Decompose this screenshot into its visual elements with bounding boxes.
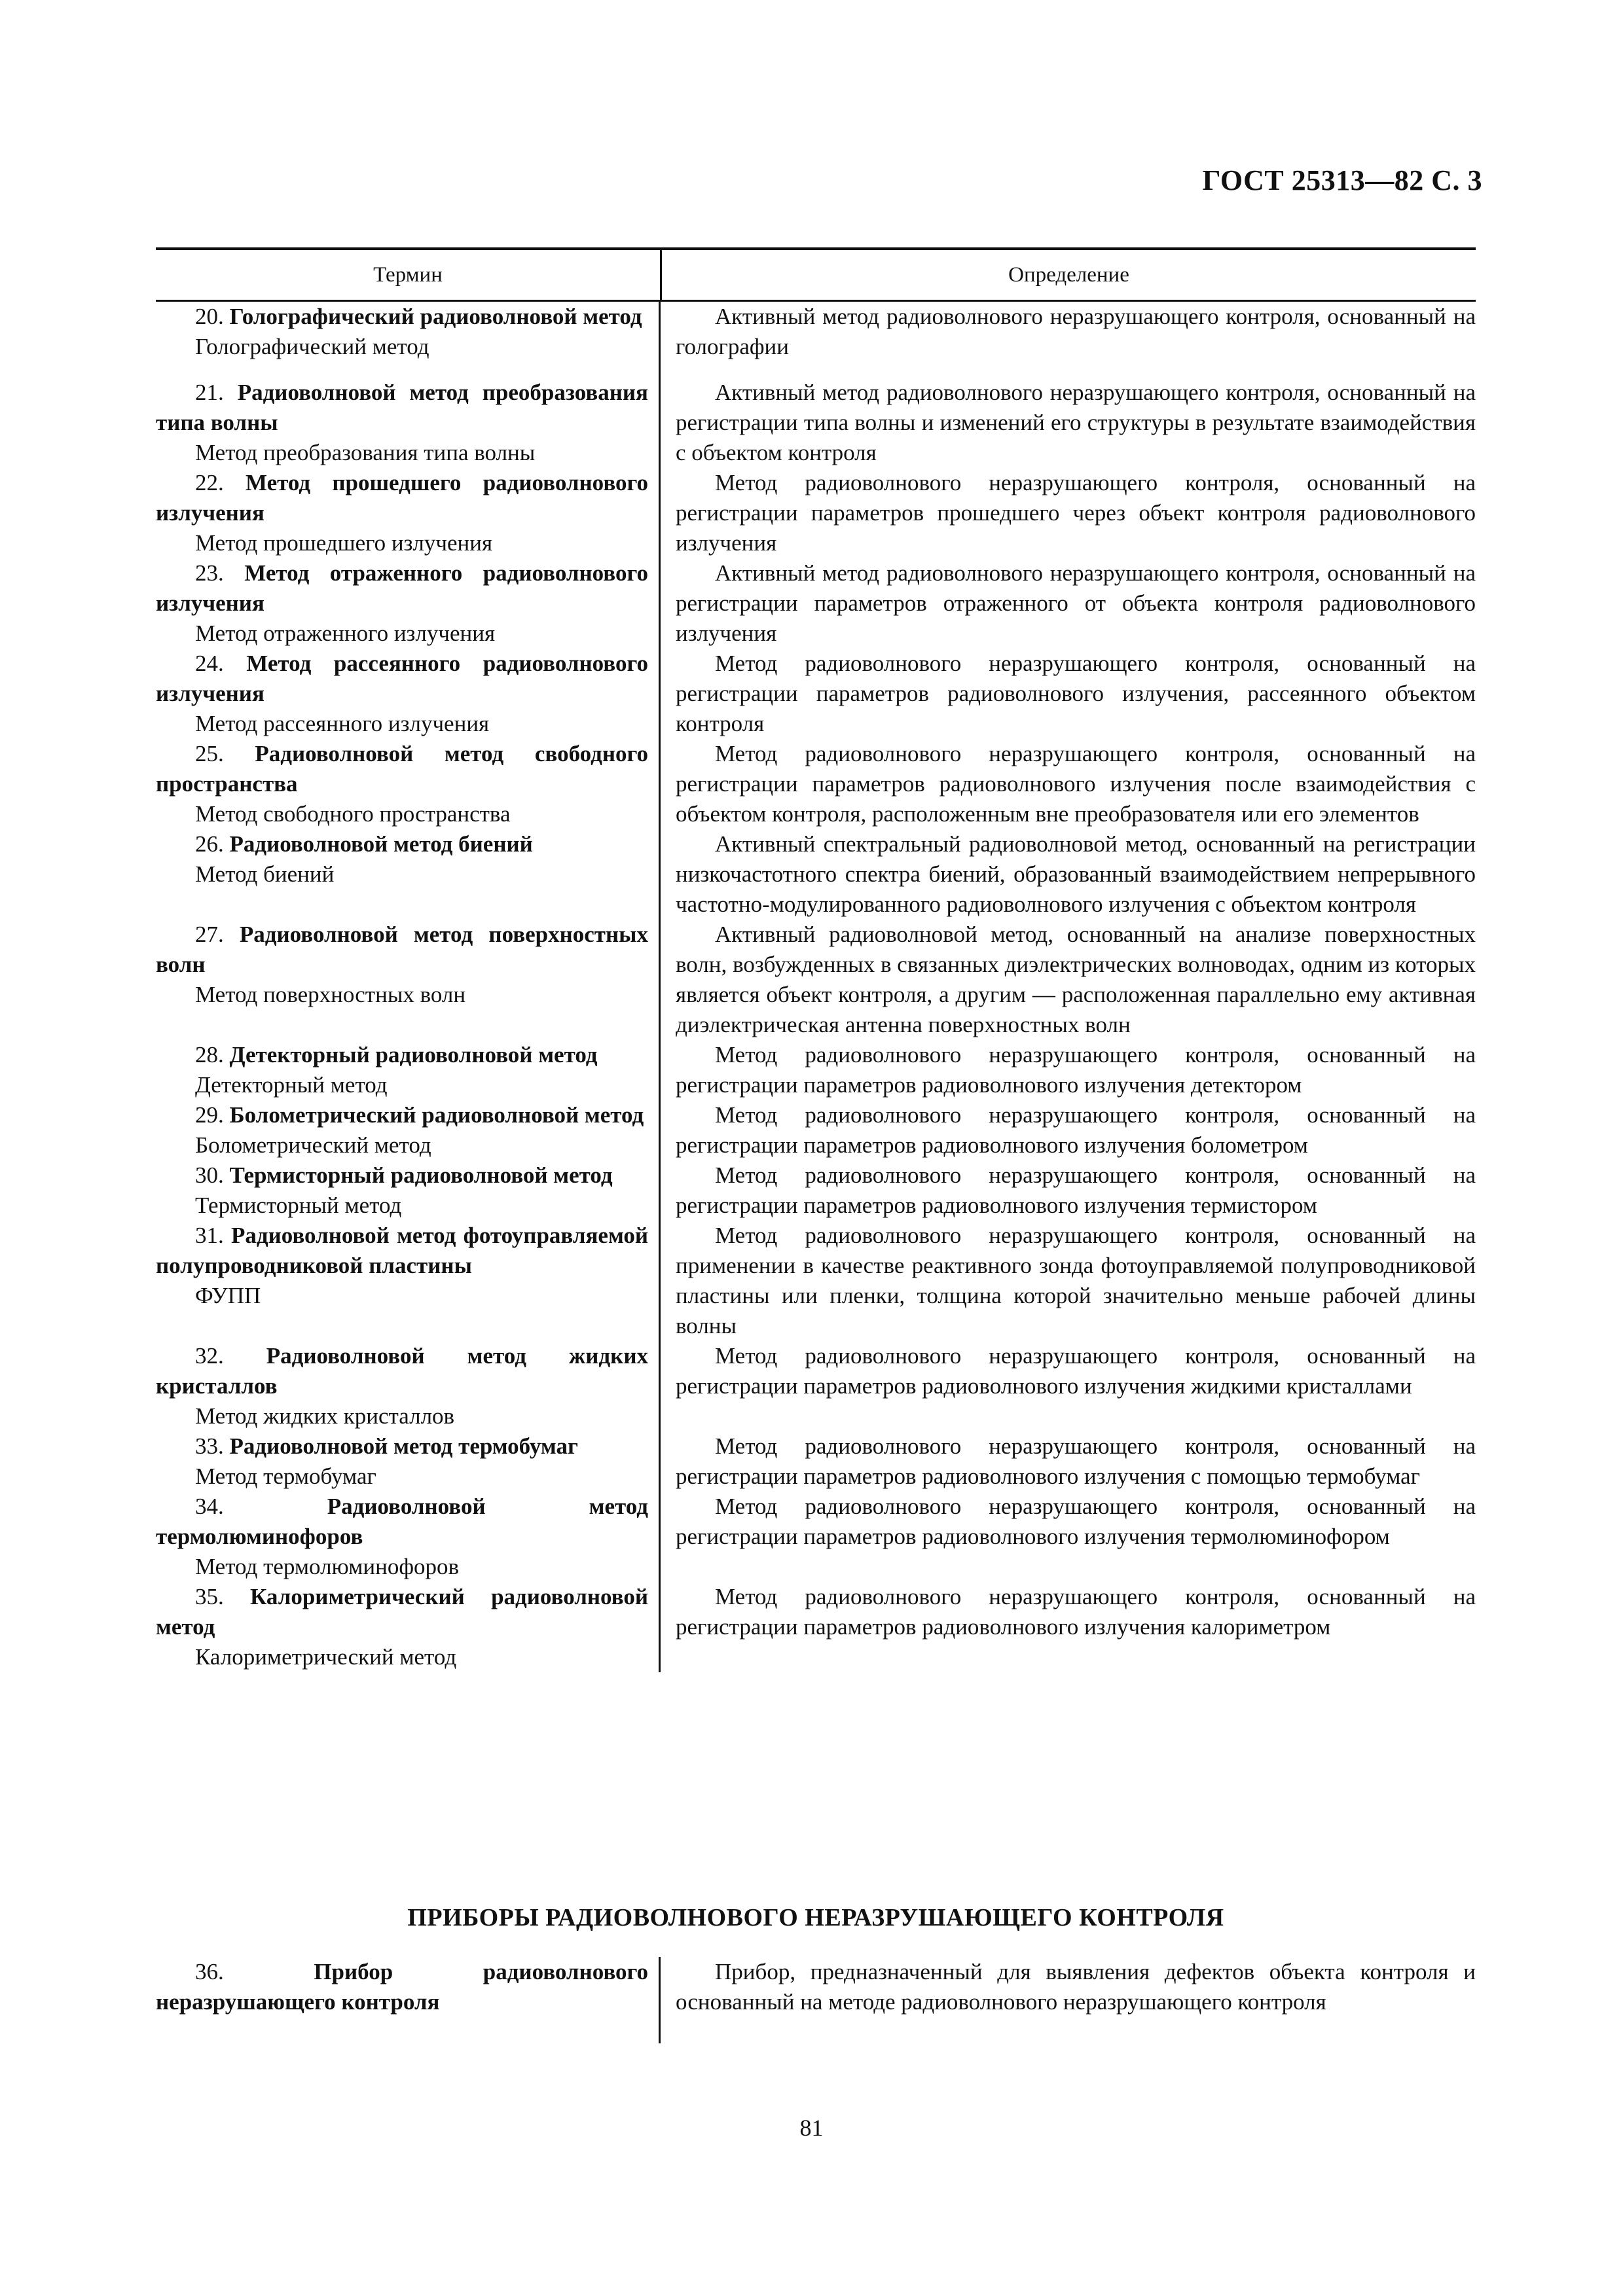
- term-short-form: Метод преобразования типа волны: [195, 440, 536, 465]
- term-short-form: Метод прошедшего излучения: [195, 530, 493, 556]
- term-name: Метод прошедшего радиоволнового излучения: [156, 470, 648, 526]
- term-short-form: ФУПП: [195, 1283, 261, 1308]
- term-name: Термисторный радиоволновой метод: [229, 1162, 613, 1188]
- table-row: [156, 1957, 1476, 2017]
- table-row: [156, 558, 1476, 649]
- term-number: 27.: [195, 922, 224, 947]
- table-row: [156, 1341, 1476, 1431]
- table-row: [156, 1582, 1476, 1672]
- definition-text: Метод радиоволнового неразрушающего контроля, основанный на регистрации параметров радиоволнового излучения калориметром: [676, 1584, 1476, 1640]
- table-row: [156, 1160, 1476, 1221]
- term-number: 33.: [195, 1433, 224, 1459]
- term-number: 20.: [195, 304, 224, 329]
- term-cell: [156, 829, 660, 920]
- section-title: ПРИБОРЫ РАДИОВОЛНОВОГО НЕРАЗРУШАЮЩЕГО КОНТРОЛЯ: [407, 1904, 1224, 1931]
- definition-cell: [660, 1221, 1476, 1341]
- definition-cell: [660, 378, 1476, 468]
- definition-text: Активный радиоволновой метод, основанный на анализе поверхностных волн, возбужденных в связанных диэлектрических волноводах, одним из которых является объект контроля, а другим — расположенная параллельно ему активная диэлектрическая антенна поверхностных волн: [676, 922, 1476, 1037]
- term-cell: [156, 920, 660, 1040]
- definition-cell: [660, 302, 1476, 362]
- definition-text: Метод радиоволнового неразрушающего контроля, основанный на регистрации параметров прошедшего через объект контроля радиоволнового излучения: [676, 470, 1476, 556]
- term-number: 25.: [195, 741, 224, 766]
- term-cell: [156, 302, 660, 362]
- standard-code-header: ГОСТ 25313—82 С. 3: [1202, 164, 1482, 196]
- term-number: 26.: [195, 831, 224, 857]
- definition-text: Метод радиоволнового неразрушающего контроля, основанный на регистрации параметров радиоволнового излучения, рассеянного объектом контроля: [676, 651, 1476, 736]
- terms-table: [156, 247, 1476, 1672]
- term-short-form: Метод отраженного излучения: [195, 620, 496, 646]
- definition-text: Метод радиоволнового неразрушающего контроля, основанный на регистрации параметров радиоволнового излучения жидкими кристаллами: [676, 1343, 1476, 1399]
- definition-text: Метод радиоволнового неразрушающего контроля, основанный на регистрации параметров радиоволнового излучения термистором: [676, 1162, 1476, 1218]
- table-row: [156, 468, 1476, 558]
- definition-cell: [660, 1341, 1476, 1431]
- term-short-form: Метод рассеянного излучения: [195, 711, 490, 736]
- term-number: 34.: [195, 1494, 224, 1519]
- table-row: [156, 1221, 1476, 1341]
- definition-text: Метод радиоволнового неразрушающего контроля, основанный на регистрации параметров радиоволнового излучения болометром: [676, 1102, 1476, 1158]
- definition-text: Метод радиоволнового неразрушающего контроля, основанный на регистрации параметров радиоволнового излучения с помощью термобумаг: [676, 1433, 1476, 1489]
- definition-text: Метод радиоволнового неразрушающего контроля, основанный на применении в качестве реактивного зонда фотоуправляемой полупроводниковой пластины или пленки, толщина которой значительно меньше рабочей длины волны: [676, 1223, 1476, 1338]
- term-short-form: Калориметрический метод: [195, 1644, 457, 1670]
- term-short-form: Метод биений: [195, 861, 335, 887]
- column-header-term: Термин: [156, 250, 662, 300]
- definition-cell: [660, 739, 1476, 829]
- table-header: [156, 250, 1476, 302]
- term-name: Радиоволновой метод поверхностных волн: [156, 922, 648, 977]
- definition-cell: [660, 649, 1476, 739]
- term-cell: [156, 1040, 660, 1100]
- definition-text: Метод радиоволнового неразрушающего контроля, основанный на регистрации параметров радиоволнового излучения после взаимодействия с объектом контроля, расположенным вне преобразователя или его элементов: [676, 741, 1476, 827]
- term-number: 29.: [195, 1102, 224, 1128]
- term-short-form: Метод жидких кристаллов: [195, 1403, 455, 1429]
- table-row: [156, 1100, 1476, 1160]
- term-name: Радиоволновой метод биений: [229, 831, 533, 857]
- term-name: Метод отраженного радиоволнового излучения: [156, 560, 648, 616]
- term-short-form: Детекторный метод: [195, 1072, 388, 1098]
- term-cell: [156, 558, 660, 649]
- term-name: Детекторный радиоволновой метод: [229, 1042, 598, 1067]
- term-short-form: Метод свободного пространства: [195, 801, 511, 827]
- term-number: 30.: [195, 1162, 224, 1188]
- term-short-form: Термисторный метод: [195, 1193, 402, 1218]
- definition-cell: [660, 1040, 1476, 1100]
- table-body-devices: [156, 1957, 1476, 2017]
- term-short-form: Болометрический метод: [195, 1132, 431, 1158]
- term-name: Метод рассеянного радиоволнового излучения: [156, 651, 648, 706]
- definition-cell: [660, 1492, 1476, 1582]
- definition-cell: [660, 920, 1476, 1040]
- term-cell: [156, 1492, 660, 1582]
- table-body: [156, 302, 1476, 1672]
- definition-text: Активный спектральный радиоволновой метод, основанный на регистрации низкочастотного спектра биений, образованный взаимодействием непрерывного частотно-модулированного радиоволнового излучения с объектом контроля: [676, 831, 1476, 917]
- definition-cell: [660, 1160, 1476, 1221]
- term-name: Радиоволновой метод жидких кристаллов: [156, 1343, 648, 1399]
- table-row: [156, 1431, 1476, 1492]
- term-number: 31.: [195, 1223, 224, 1248]
- table-row: [156, 739, 1476, 829]
- term-short-form: Голографический метод: [195, 334, 429, 359]
- definition-text: Метод радиоволнового неразрушающего контроля, основанный на регистрации параметров радиоволнового излучения детектором: [676, 1042, 1476, 1098]
- term-cell: [156, 1160, 660, 1221]
- term-name: Радиоволновой метод термобумаг: [229, 1433, 578, 1459]
- term-short-form: Метод термобумаг: [195, 1463, 376, 1489]
- table-row: [156, 1492, 1476, 1582]
- term-number: 32.: [195, 1343, 224, 1369]
- term-cell: [156, 1431, 660, 1492]
- term-cell: [156, 1221, 660, 1341]
- term-number: 22.: [195, 470, 224, 495]
- term-number: 21.: [195, 380, 224, 405]
- term-cell: [156, 1341, 660, 1431]
- term-name: Радиоволновой метод свободного пространства: [156, 741, 649, 797]
- term-cell: [156, 739, 660, 829]
- table-row: [156, 378, 1476, 468]
- term-cell: [156, 1100, 660, 1160]
- table-row: [156, 920, 1476, 1040]
- term-cell: [156, 468, 660, 558]
- definition-text: Активный метод радиоволнового неразрушающего контроля, основанный на регистрации параметров отраженного от объекта контроля радиоволнового излучения: [676, 560, 1476, 646]
- definition-cell: [660, 1431, 1476, 1492]
- definition-cell: [660, 1957, 1476, 2017]
- definition-text: Прибор, предназначенный для выявления дефектов объекта контроля и основанный на методе радиоволнового неразрушающего контроля: [676, 1959, 1476, 2015]
- term-number: 36.: [195, 1959, 224, 1984]
- table-row: [156, 829, 1476, 920]
- term-short-form: Метод поверхностных волн: [195, 982, 466, 1007]
- page-number: 81: [799, 2115, 824, 2141]
- term-number: 35.: [195, 1584, 224, 1609]
- term-name: Голографический радиоволновой метод: [229, 304, 642, 329]
- term-cell: [156, 378, 660, 468]
- table-row: [156, 649, 1476, 739]
- term-cell: [156, 649, 660, 739]
- definition-text: Метод радиоволнового неразрушающего контроля, основанный на регистрации параметров радиоволнового излучения термолюминофором: [676, 1494, 1476, 1549]
- definition-cell: [660, 468, 1476, 558]
- term-name: Радиоволновой метод преобразования типа волны: [156, 380, 648, 435]
- term-number: 28.: [195, 1042, 224, 1067]
- definition-text: Активный метод радиоволнового неразрушающего контроля, основанный на регистрации типа волны и изменений его структуры в результате взаимодействия с объектом контроля: [676, 380, 1476, 465]
- definition-cell: [660, 558, 1476, 649]
- term-number: 24.: [195, 651, 224, 676]
- term-number: 23.: [195, 560, 224, 586]
- definition-cell: [660, 1100, 1476, 1160]
- term-cell: [156, 1582, 660, 1672]
- term-name: Прибор радиоволнового неразрушающего контроля: [156, 1959, 649, 2015]
- definition-cell: [660, 829, 1476, 920]
- term-name: Болометрический радиоволновой метод: [229, 1102, 644, 1128]
- table-row: [156, 302, 1476, 378]
- term-name: Радиоволновой метод фотоуправляемой полупроводниковой пластины: [156, 1223, 648, 1278]
- term-short-form: Метод термолюминофоров: [195, 1554, 460, 1579]
- term-name: Радиоволновой метод термолюминофоров: [156, 1494, 648, 1549]
- column-header-definition: Определение: [1008, 262, 1129, 287]
- definition-text: Активный метод радиоволнового неразрушающего контроля, основанный на голографии: [676, 304, 1476, 359]
- term-name: Калориметрический радиоволновой метод: [156, 1584, 648, 1640]
- table-row: [156, 1040, 1476, 1100]
- devices-table: [156, 1957, 1476, 2017]
- term-cell: [156, 1957, 660, 2017]
- definition-cell: [660, 1582, 1476, 1672]
